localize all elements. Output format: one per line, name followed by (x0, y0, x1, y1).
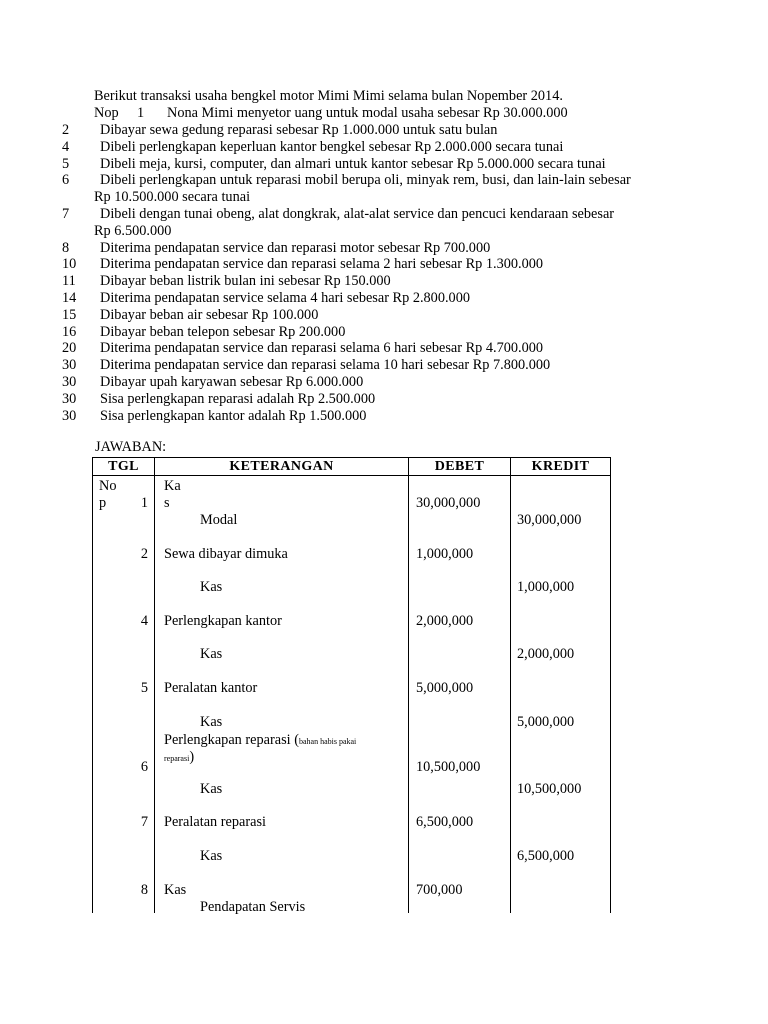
transaction-date: 15 (62, 306, 77, 323)
journal-row (93, 880, 611, 914)
day-label: 4 (140, 612, 148, 629)
transaction-date: 11 (62, 273, 76, 290)
transaction-text: Dibeli perlengkapan keperluan kantor bengkel sebesar Rp 2.000.000 secara tunai (100, 138, 564, 155)
transaction-date: 7 (62, 206, 70, 222)
transaction-date: 5 (62, 155, 70, 172)
journal-row (93, 544, 611, 578)
debet-value: 1,000,000 (416, 545, 474, 562)
debet-value: 2,000,000 (416, 612, 474, 629)
transaction-date: 4 (62, 138, 70, 155)
journal-row (93, 812, 611, 846)
journal-row (93, 611, 611, 645)
transaction-date: 30 (62, 407, 77, 424)
transaction-date: 30 (62, 357, 77, 374)
month-label-b: p (99, 495, 107, 511)
transaction-date: 6 (62, 172, 70, 189)
account-label: Modal (200, 512, 238, 528)
debet-value: 30,000,000 (416, 495, 481, 511)
account-name: Perlengkapan reparasi ( (164, 732, 299, 749)
day-label: 6 (140, 759, 148, 776)
transaction-text: Diterima pendapatan service dan reparasi selama 6 hari sebesar Rp 4.700.000 (100, 340, 544, 357)
first-transaction-day: 1 (137, 105, 145, 121)
transaction-text: Dibeli dengan tunai obeng, alat dongkrak, alat-alat service dan pencuci kendaraan sebesar (100, 206, 615, 222)
kredit-value: 1,000,000 (517, 579, 575, 596)
transaction-date: 14 (62, 290, 77, 306)
transaction-text: Diterima pendapatan service dan reparasi selama 2 hari sebesar Rp 1.300.000 (100, 256, 544, 273)
header-debet: DEBET (409, 458, 511, 476)
account-label: Peralatan kantor (164, 679, 258, 696)
account-label-b: s (164, 495, 170, 511)
account-label (164, 733, 356, 749)
transaction-date: 2 (62, 122, 70, 138)
transaction-text: Dibeli perlengkapan untuk reparasi mobil berupa oli, minyak rem, busi, dan lain-lain sebesar (100, 172, 631, 189)
transaction-date: 10 (62, 256, 77, 273)
month-label-a: No (99, 478, 117, 494)
transaction-text: Dibayar beban listrik bulan ini sebesar Rp 150.000 (100, 273, 391, 290)
account-label: Kas (164, 881, 187, 898)
first-transaction-month: Nop (94, 105, 119, 121)
transaction-text-continued: Rp 6.500.000 (94, 222, 172, 239)
journal-row (93, 678, 611, 712)
transaction-date: 16 (62, 323, 77, 340)
transaction-text-continued: Rp 10.500.000 secara tunai (94, 189, 251, 206)
transaction-text: Dibayar beban telepon sebesar Rp 200.000 (100, 323, 346, 340)
day-label: 7 (140, 814, 148, 831)
transaction-date: 30 (62, 390, 77, 407)
journal-row (93, 745, 611, 779)
account-note: reparasi (164, 754, 190, 764)
account-label: Perlengkapan kantor (164, 612, 282, 629)
transaction-text: Dibayar beban air sebesar Rp 100.000 (100, 306, 319, 323)
day-label: 5 (140, 679, 148, 696)
account-label: Pendapatan Servis (200, 898, 306, 915)
first-transaction-text: Nona Mimi menyetor uang untuk modal usaha sebesar Rp 30.000.000 (167, 105, 568, 121)
transaction-text: Dibeli meja, kursi, computer, dan almari untuk kantor sebesar Rp 5.000.000 secara tunai (100, 155, 606, 172)
account-label: Peralatan reparasi (164, 814, 267, 831)
journal-row (93, 476, 611, 511)
header-tgl: TGL (93, 458, 155, 476)
transaction-text: Sisa perlengkapan kantor adalah Rp 1.500.000 (100, 407, 367, 424)
intro-text: Berikut transaksi usaha bengkel motor Mimi Mimi selama bulan Nopember 2014. (94, 88, 563, 104)
account-label: Kas (200, 713, 223, 730)
account-note: bahan habis pakai (298, 737, 357, 747)
journal-row (93, 779, 611, 813)
kredit-value: 10,500,000 (517, 780, 582, 797)
journal-table (92, 457, 611, 913)
day-label: 8 (140, 881, 148, 898)
transaction-text: Sisa perlengkapan reparasi adalah Rp 2.500.000 (100, 390, 376, 407)
header-kredit: KREDIT (511, 458, 611, 476)
header-keterangan: KETERANGAN (155, 458, 409, 476)
account-note-continued (164, 749, 194, 767)
account-label: Kas (200, 780, 223, 797)
transaction-text: Dibayar upah karyawan sebesar Rp 6.000.000 (100, 374, 364, 390)
debet-value: 10,500,000 (416, 759, 481, 776)
closing-paren: ) (189, 749, 195, 766)
day-label: 2 (140, 545, 148, 562)
transaction-text: Diterima pendapatan service dan reparasi selama 10 hari sebesar Rp 7.800.000 (100, 357, 551, 374)
kredit-value: 30,000,000 (517, 512, 582, 528)
transaction-text: Diterima pendapatan service selama 4 hari sebesar Rp 2.800.000 (100, 290, 471, 306)
transaction-text: Diterima pendapatan service dan reparasi motor sebesar Rp 700.000 (100, 239, 491, 256)
transaction-text: Dibayar sewa gedung reparasi sebesar Rp 1.000.000 untuk satu bulan (100, 122, 498, 138)
journal-row (93, 577, 611, 611)
day-label: 1 (140, 495, 148, 511)
account-label: Kas (200, 847, 223, 864)
journal-row (93, 510, 611, 544)
account-label-a: Ka (164, 478, 181, 494)
journal-row (93, 846, 611, 880)
debet-value: 6,500,000 (416, 814, 474, 831)
kredit-value: 2,000,000 (517, 646, 575, 663)
account-label: Sewa dibayar dimuka (164, 545, 288, 562)
transaction-date: 30 (62, 374, 77, 390)
transaction-date: 20 (62, 340, 77, 357)
transaction-date: 8 (62, 239, 70, 256)
account-label: Kas (200, 579, 223, 596)
kredit-value: 6,500,000 (517, 847, 575, 864)
debet-value: 5,000,000 (416, 679, 474, 696)
account-label: Kas (200, 646, 223, 663)
journal-row (93, 644, 611, 678)
kredit-value: 5,000,000 (517, 713, 575, 730)
answer-label: JAWABAN: (95, 439, 167, 455)
debet-value: 700,000 (416, 881, 463, 898)
